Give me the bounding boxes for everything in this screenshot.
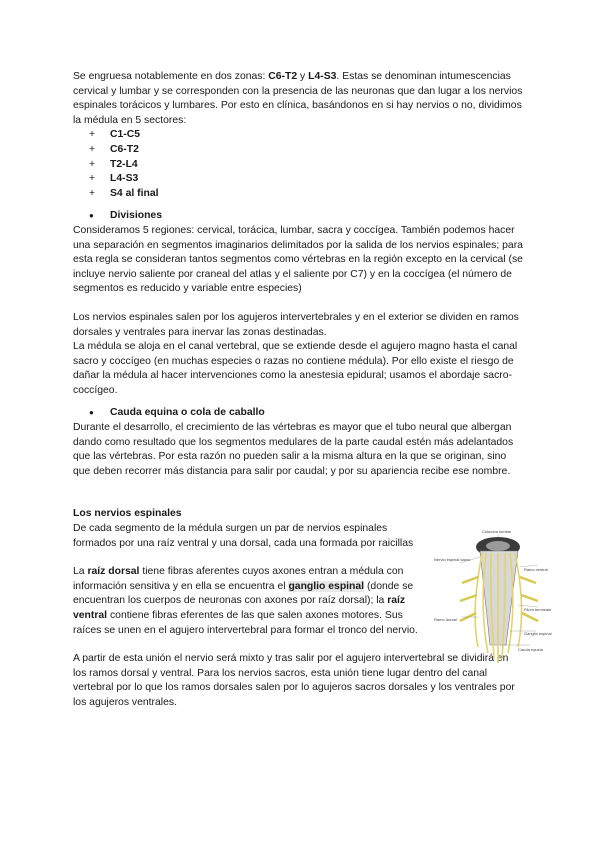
plus-bullet-icon: + [89,129,96,141]
divisiones-heading [89,209,523,224]
lateral-nerve [462,577,478,583]
figure-label-right-mid: Filum terminale [524,607,552,612]
sector-label: T2-L4 [110,158,138,170]
raices-text: (donde se encuentran los cuerpos de neuronas con axones por raíz dorsal); la [73,580,414,607]
plus-bullet-icon: + [89,173,96,185]
intro-text: Se engruesa notablemente en dos zonas: [73,71,269,82]
lateral-nerve [521,595,538,601]
lateral-nerve [522,613,538,621]
figure-label-top: Columna lumbal [482,529,511,534]
figure-label-left-mid: Ramo dorsal [434,617,457,622]
intro-bold-l4s3: L4-S3 [308,71,337,82]
canal-vertebral-paragraph: La médula se aloja en el canal vertebral, que se extiende desde el agujero magno hasta el canal sacro y coccígeo (en muchas especies o razas no contiene médula). Por ello existe el riesgo de dañar la médula al hacer intervenciones como la anestesia epidural; usamos el abordaje sacro-coccígeo. [73,341,518,396]
intro-text: . Estas se denominan intumescencias cervical y lumbar y se corresponden con la presencia de las neuronas que dan lugar a los nervios espinales torácicos y lumbares. Por esto en clínica, basándonos en si hay nervios o no, dividimos la médula en 5 sectores: [73,71,523,126]
sector-label: S4 al final [110,187,159,199]
nervios-salida-paragraph: Los nervios espinales salen por los agujeros intervertebrales y en el exterior se dividen en ramos dorsales y ventrales para inervar las zonas destinadas. [73,311,519,338]
cauda-equina-figure [432,527,558,667]
raices-text: tiene fibras aferentes cuyos axones entran a médula con información sensitiva y en ella se encuentra el [73,566,404,592]
raices-text: La [73,566,88,578]
figure-label-right-top: Ramo ventral [524,567,548,572]
raices-paragraph [73,565,433,638]
cauda-heading [89,406,523,421]
list-item [89,172,523,187]
heading-text: Cauda equina o cola de caballo [110,407,265,419]
plus-bullet-icon: + [89,187,96,199]
divisiones-paragraph: Consideramos 5 regiones: cervical, torácica, lumbar, sacra y coccígea. También podemos hacer una separación en segmentos imaginarios delimitados por la salida de los nervios espinales; para esta regla se consideran tantos segmentos como vértebras en la región excepto en la cervical (se incluye nervio saliente por craneal del atlas y el saliente por C7) y en la coccígea (el número de segmentos es reducido y variable entre especies) [73,224,523,295]
plus-bullet-icon: + [89,143,96,155]
raices-text: contiene fibras eferentes de las que salen axones motores. Sus raíces se unen en el agujero intervertebral para formar el tronco del nervio. [73,610,418,636]
list-item [89,158,523,173]
ganglio-espinal-term: ganglio espinal [288,580,365,592]
list-item [89,187,523,202]
sector-label: L4-S3 [110,173,139,185]
intro-bold-c6t2: C6-T2 [268,71,298,82]
nerve-root [475,553,482,647]
intro-paragraph [73,70,523,128]
bullet-dot-icon: ● [89,408,94,418]
nervios-section [73,507,433,638]
sectors-list [73,128,523,201]
lateral-nerve [460,595,477,601]
figure-label-bottom: Cauda equina [518,647,543,652]
figure-label-left-top: Nervio espinal sacro [434,557,471,562]
raiz-dorsal-term: raíz dorsal [87,566,140,578]
list-item [89,128,523,143]
nervios-paragraph: De cada segmento de la médula surgen un par de nervios espinales formados por una raíz ventral y una dorsal, cada una formada por raicillas [73,523,414,549]
figure-label-right-low: Ganglio espinal [524,631,552,636]
heading-text: Divisiones [110,210,162,222]
intro-text: y [297,71,309,82]
plus-bullet-icon: + [89,158,96,170]
lateral-nerve [520,577,536,583]
grey-matter-shape [486,541,510,551]
raiz-ventral-term: raíz ventral [73,595,406,621]
list-item [89,143,523,158]
sector-label: C6-T2 [110,143,139,155]
cauda-paragraph: Durante el desarrollo, el crecimiento de las vértebras es mayor que el tubo neural que albergan dando como resultado que los segmentos medulares de la parte caudal estén más adelantados que las vértebras. Por esta razón no pueden salir a la misma altura en la que se originan, sino que deben recorrer más distancia para salir por caudal; y por su apariencia recibe ese nombre. [73,422,514,477]
nervio-mixto-paragraph: A partir de esta unión el nervio será mixto y tras salir por el agujero intervertebral se dividirá en los ramos dorsal y ventral. Para los nervios sacros, esta unión tiene lugar dentro del canal vertebral por lo que los ramos dorsales salen por lo agujeros sacros dorsales y los ventrales por los agujeros ventrales. [73,653,515,708]
spinal-cord-illustration [432,527,558,667]
bullet-dot-icon: ● [89,211,94,221]
nervios-heading: Los nervios espinales [73,508,182,520]
sector-label: C1-C5 [110,129,141,141]
